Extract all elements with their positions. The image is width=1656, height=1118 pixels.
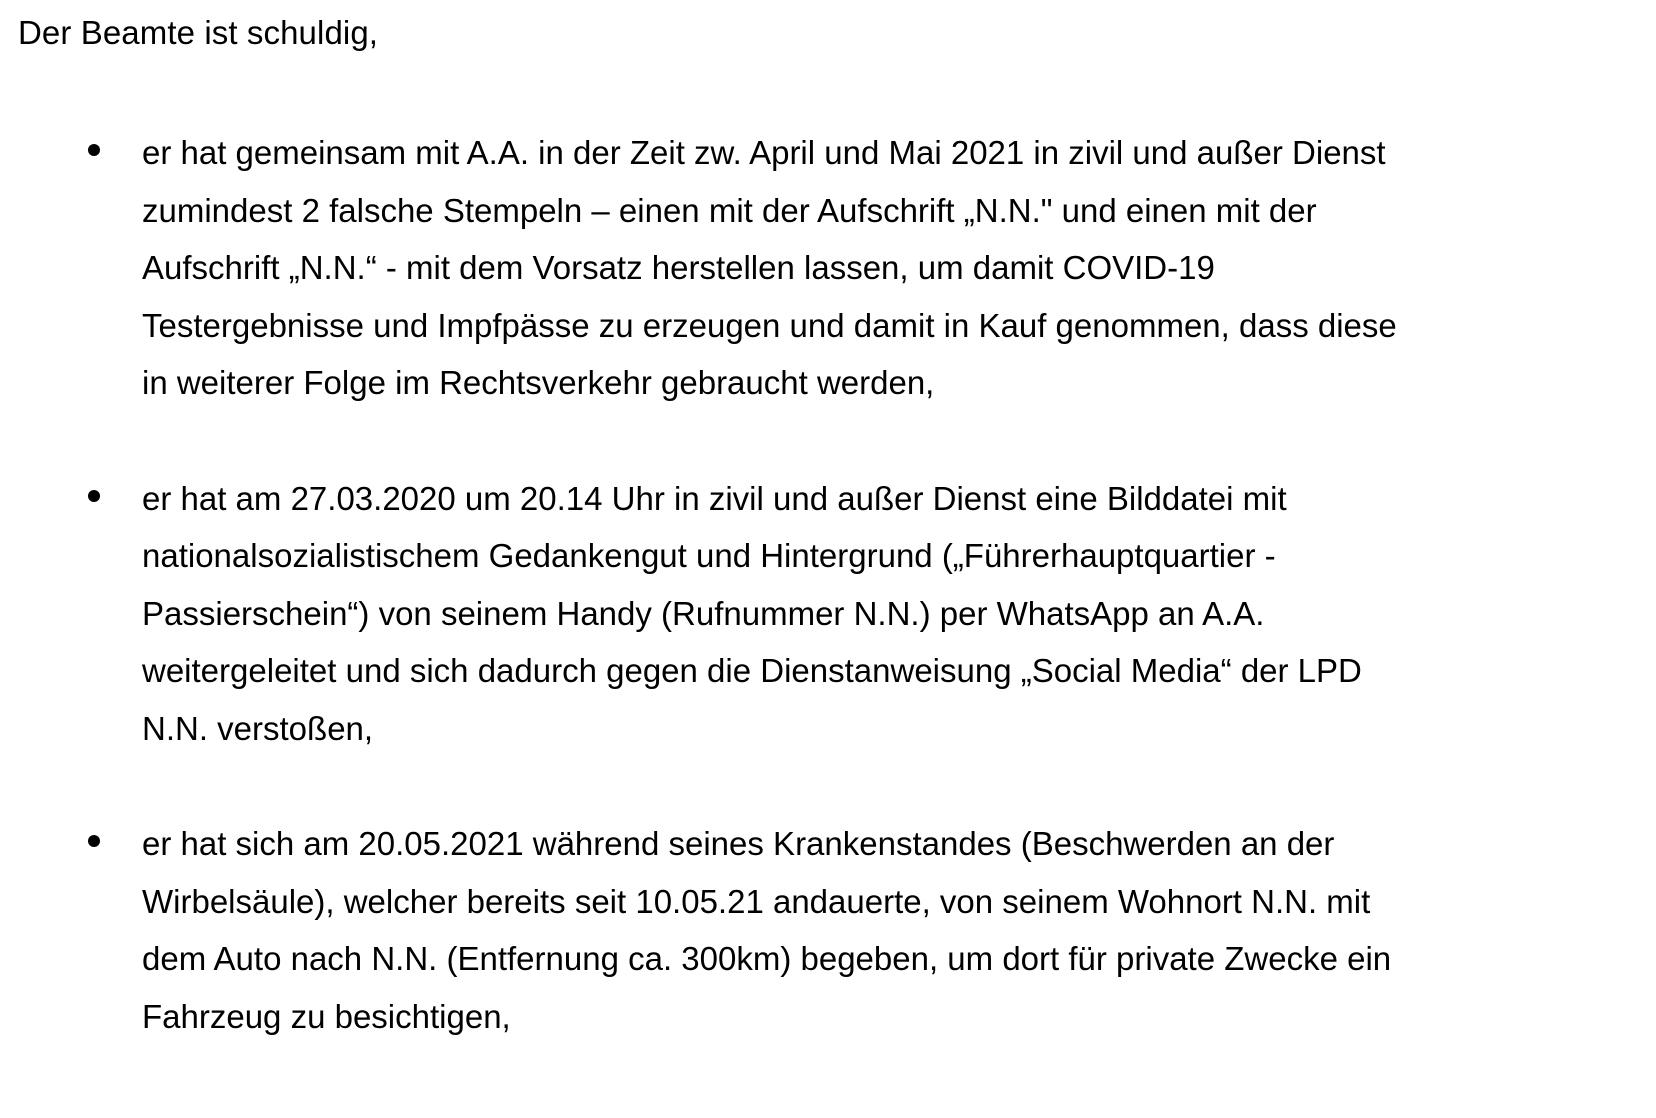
list-item-line: Testergebnisse und Impfpässe zu erzeugen und damit in Kauf genommen, dass diese [142,306,1397,344]
list-item-line: Aufschrift „N.N.“ - mit dem Vorsatz herstellen lassen, um damit COVID-19 [142,249,1215,286]
bullet-icon [88,835,100,847]
list-item-line: Wirbelsäule), welcher bereits seit 10.05.21 andauerte, von seinem Wohnort N.N. mit [142,882,1371,920]
bullet-icon [88,144,100,156]
list-item-line: N.N. verstoßen, [142,709,374,747]
list-item-line: er hat sich am 20.05.2021 während seines Krankenstandes (Beschwerden an der [142,825,1335,862]
list-item-line: zumindest 2 falsche Stempeln – einen mit der Aufschrift „N.N." und einen mit der [142,191,1317,229]
intro-sentence: Der Beamte ist schuldig, [18,14,379,51]
list-item-line: in weiterer Folge im Rechtsverkehr gebraucht werden, [142,364,935,401]
list-item-line: er hat am 27.03.2020 um 20.14 Uhr in zivil und außer Dienst eine Bilddatei mit [142,479,1287,517]
list-item [18,124,1648,412]
list-item-line: dem Auto nach N.N. (Entfernung ca. 300km) begeben, um dort für private Zwecke ein [142,940,1392,977]
list-item [18,815,1648,1045]
list-item-line: Passierschein“) von seinem Handy (Rufnummer N.N.) per WhatsApp an A.A. [142,594,1265,632]
list-item-line: er hat gemeinsam mit A.A. in der Zeit zw. April und Mai 2021 in zivil und außer Dienst [142,134,1386,171]
list-item-line: nationalsozialistischem Gedankengut und Hintergrund („Führerhauptquartier - [142,537,1276,574]
list-item-line: weitergeleitet und sich dadurch gegen die Dienstanweisung „Social Media“ der LPD [142,652,1362,689]
list-item-line: Fahrzeug zu besichtigen, [142,997,511,1035]
bullet-icon [88,490,100,502]
document-body [18,10,1648,1103]
list-item [18,470,1648,758]
